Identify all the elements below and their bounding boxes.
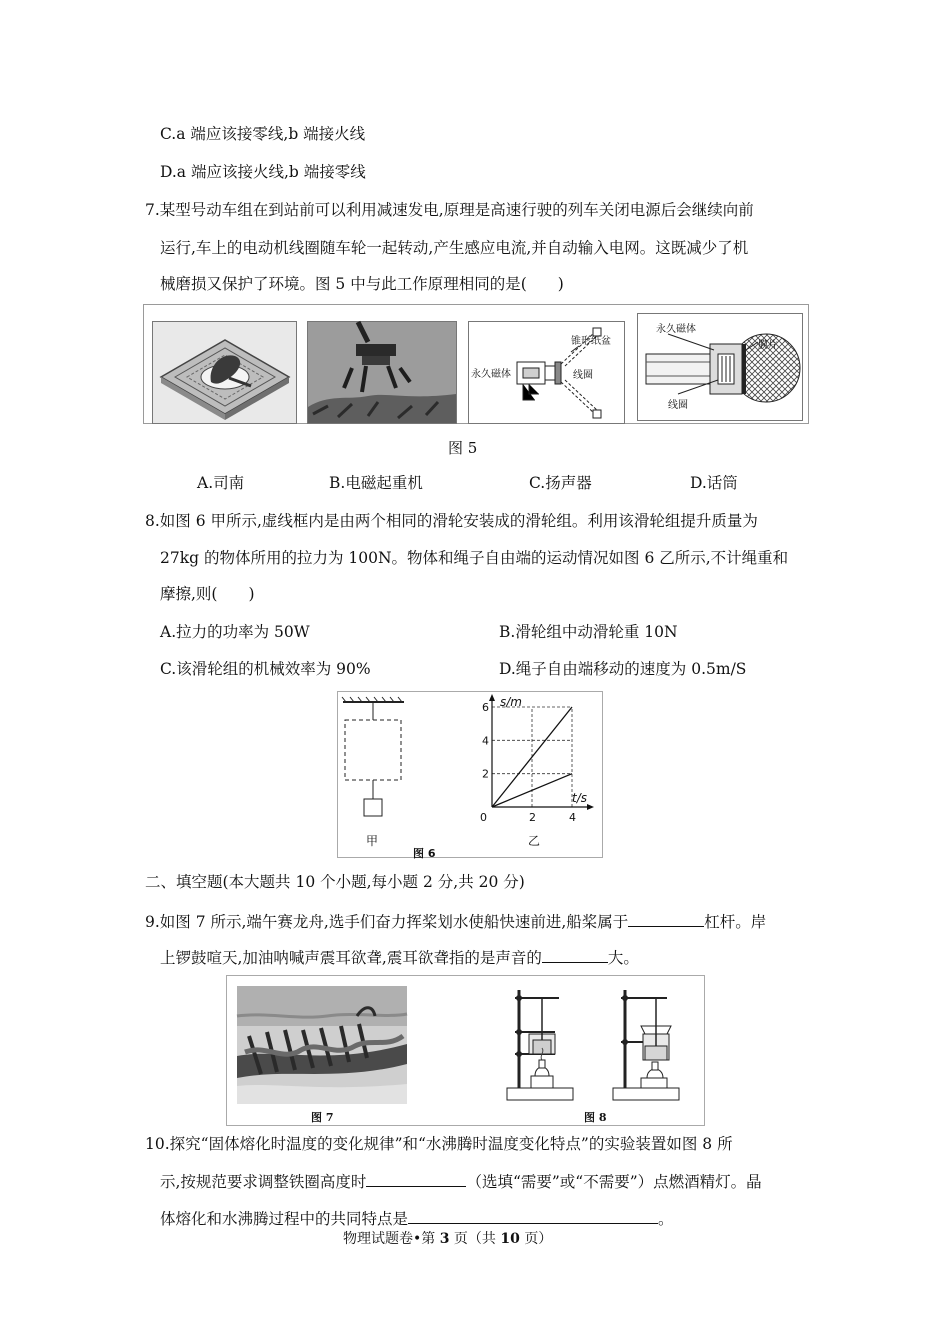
- q7-option-c: C.扬声器: [529, 474, 592, 492]
- q10-line2-text-a: 示,按规范要求调整铁圈高度时: [160, 1173, 367, 1191]
- st-chart: [468, 692, 602, 857]
- figure-8-caption: 图 8: [584, 1111, 607, 1124]
- figure-6-label-yi: 乙: [528, 834, 541, 848]
- q6-option-d: D.a 端应该接火线,b 端接零线: [160, 163, 366, 181]
- q7-line3: 械磨损又保护了环境。图 5 中与此工作原理相同的是( ): [160, 275, 564, 293]
- figure-7-caption: 图 7: [311, 1111, 334, 1124]
- y-axis-arrow: [489, 694, 495, 701]
- q10-line3-text-a: 体熔化和水沸腾过程中的共同特点是: [160, 1210, 409, 1228]
- figure-5: [143, 304, 809, 424]
- lab-setups-diagram: [495, 982, 695, 1108]
- x-tick-label: 0: [480, 811, 487, 824]
- footer-suffix: 页）: [524, 1231, 553, 1247]
- microphone-label-magnet: 永久磁体: [656, 324, 696, 335]
- x-axis-arrow: [587, 804, 594, 810]
- figure-6-caption: 图 6: [413, 847, 436, 860]
- q7-option-b: B.电磁起重机: [329, 474, 423, 492]
- loudspeaker-label-magnet: 永久磁体: [471, 369, 511, 380]
- q9-line2: [160, 947, 639, 968]
- q6-option-c: C.a 端应该接零线,b 端接火线: [160, 125, 366, 143]
- y-tick-label: 6: [482, 701, 489, 714]
- q9-line1: [145, 911, 766, 932]
- figure-7-8: [226, 975, 705, 1126]
- q10-line3: [160, 1208, 674, 1229]
- q9-line1-text-b: 杠杆。岸: [704, 913, 767, 931]
- crane-picture: [307, 321, 457, 424]
- y-tick-label: 2: [482, 767, 489, 781]
- lab-setup-2: [613, 990, 679, 1100]
- footer-page-number: 3: [439, 1231, 450, 1247]
- q7-option-d: D.话筒: [690, 474, 738, 492]
- q8-line2: 27kg 的物体所用的拉力为 100N。物体和绳子自由端的运动情况如图 6 乙所示,不计绳重和: [160, 549, 789, 567]
- x-tick-label: 2: [529, 811, 536, 824]
- footer-prefix: 物理试题卷•第: [343, 1231, 436, 1247]
- q9-blank-2[interactable]: [542, 947, 608, 963]
- x-axis-label: t/s: [572, 791, 587, 805]
- y-axis-label: s/m: [500, 695, 522, 709]
- y-tick-label: 4: [482, 734, 489, 748]
- figure-6-label-jia: 甲: [366, 834, 379, 848]
- loudspeaker-label-coil: 线圈: [573, 370, 593, 381]
- page-footer: [343, 1229, 552, 1249]
- q7-line2: 运行,车上的电动机线圈随车轮一起转动,产生感应电流,并自动输入电网。这既减少了机: [160, 239, 749, 257]
- loudspeaker-label-cone: 锥形纸盆: [571, 336, 611, 347]
- q7-line1: 7.某型号动车组在到站前可以利用减速发电,原理是高速行驶的列车关闭电源后会继续向前: [145, 201, 754, 219]
- q9-blank-1[interactable]: [628, 911, 704, 927]
- q8-line1: 8.如图 6 甲所示,虚线框内是由两个相同的滑轮安装成的滑轮组。利用该滑轮组提升质量为: [145, 512, 758, 530]
- microphone-label-diaphragm: 膜片: [758, 340, 778, 351]
- figure-6: [337, 691, 603, 858]
- q10-blank-1[interactable]: [366, 1171, 466, 1187]
- q7-option-a: A.司南: [197, 474, 245, 492]
- q9-line1-text-a: 9.如图 7 所示,端午赛龙舟,选手们奋力挥桨划水使船快速前进,船桨属于: [145, 913, 629, 931]
- footer-total-pages: 10: [500, 1231, 520, 1247]
- microphone-diagram: [637, 313, 803, 421]
- microphone-label-coil: 线圈: [668, 400, 688, 411]
- q8-option-a: A.拉力的功率为 50W: [160, 623, 310, 641]
- q10-blank-2[interactable]: [408, 1208, 658, 1224]
- figure-5-caption: 图 5: [448, 439, 478, 457]
- q8-option-c: C.该滑轮组的机械效率为 90%: [160, 660, 371, 678]
- q10-line3-text-b: 。: [658, 1210, 674, 1228]
- q9-line2-text-b: 大。: [607, 949, 639, 967]
- pulley-diagram: [338, 692, 436, 860]
- q9-line2-text-a: 上锣鼓喧天,加油呐喊声震耳欲聋,震耳欲聋指的是声音的: [160, 949, 542, 967]
- loudspeaker-diagram: [468, 321, 625, 424]
- q10-line1: 10.探究“固体熔化时温度的变化规律”和“水沸腾时温度变化特点”的实验装置如图 8 所: [145, 1135, 733, 1153]
- q8-option-d: D.绳子自由端移动的速度为 0.5m/S: [499, 660, 747, 678]
- q10-line2-text-b: （选填“需要”或“不需要”）点燃酒精灯。晶: [466, 1173, 762, 1191]
- x-tick-label: 4: [569, 811, 576, 824]
- compass-picture: [152, 321, 297, 424]
- lab-setup-1: [507, 990, 573, 1100]
- footer-middle: 页（共: [453, 1231, 496, 1247]
- section-2-heading: 二、填空题(本大题共 10 个小题,每小题 2 分,共 20 分): [145, 873, 525, 891]
- dragon-boat-picture: [237, 986, 407, 1104]
- q8-option-b: B.滑轮组中动滑轮重 10N: [499, 623, 678, 641]
- q8-line3: 摩擦,则( ): [160, 585, 255, 603]
- q10-line2: [160, 1171, 762, 1192]
